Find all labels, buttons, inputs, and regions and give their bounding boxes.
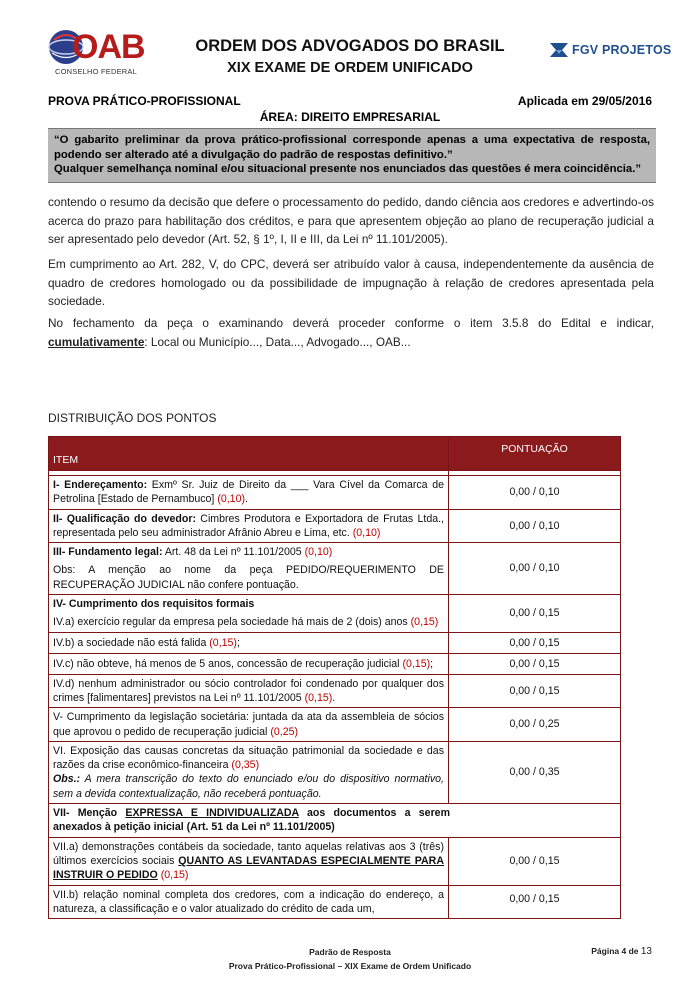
score-cell: 0,00 / 0,10 — [449, 476, 621, 510]
item-cell: V- Cumprimento da legislação societária: juntada da ata da assembleia de sócios que aprovou o pedido de recuperação judicial (0,25) — [49, 708, 449, 742]
fgv-logo-text: FGV PROJETOS — [572, 43, 672, 57]
paragraph-2-text: Em cumprimento ao Art. 282, V, do CPC, deverá ser atribuído valor à causa, independentemente da ausência de quadro de credores homologado ou da possibilidade de impugnação à relação de credores apresentada pela sociedade. — [48, 257, 654, 309]
paragraph-3 — [48, 314, 654, 351]
item-cell: I- Endereçamento: Exmº Sr. Juiz de Direito da ___ Vara Cível da Comarca de Petrolina [Estado de Pernambuco] (0,10). — [49, 476, 449, 510]
item-cell: III- Fundamento legal: Art. 48 da Lei nº 11.101/2005 (0,10) Obs: A menção ao nome da peça PEDIDO/REQUERIMENTO DE RECUPERAÇÃO JUDICIAL não confere pontuação. — [49, 543, 449, 595]
document-header-title — [170, 36, 530, 78]
score-cell: 0,00 / 0,15 — [449, 595, 621, 633]
score-cell: 0,00 / 0,25 — [449, 708, 621, 742]
disclaimer-box — [48, 128, 656, 183]
column-header-item: ITEM — [49, 437, 449, 471]
table-row — [49, 595, 621, 633]
score-table — [48, 436, 621, 919]
paragraph-3-part-a: No fechamento da peça o examinando deverá proceder conforme o item 3.5.8 do Edital e indicar, — [48, 316, 654, 330]
score-cell: 0,00 / 0,35 — [449, 741, 621, 803]
document-title: ORDEM DOS ADVOGADOS DO BRASIL — [195, 37, 505, 55]
paragraph-1 — [48, 193, 654, 249]
item-heading-cell: VII- Menção EXPRESSA E INDIVIDUALIZADA aos documentos a serem anexados à petição inicial (Art. 51 da Lei nº 11.101/2005) — [49, 804, 621, 838]
footer-line-2: Prova Prático-Profissional – XIX Exame de Ordem Unificado — [228, 961, 472, 971]
paragraph-3-emphasis: cumulativamente — [48, 334, 145, 349]
paragraph-1-text: contendo o resumo da decisão que defere o processamento do pedido, dando ciência aos credores e advertindo-os acerca do prazo para habilitação dos créditos, e para que apresentem objeção ao plano de recuperação judicial a ser apresentado pelo devedor (Art. 52, § 1º, I, II e III, da Lei nº 11.101/2005). — [48, 195, 654, 247]
applied-date: Aplicada em 29/05/2016 — [517, 94, 652, 108]
table-row — [49, 476, 621, 510]
score-cell: 0,00 / 0,15 — [449, 674, 621, 708]
table-row — [49, 885, 621, 919]
exam-type: PROVA PRÁTICO-PROFISSIONAL — [48, 94, 241, 108]
footer-line-1: Padrão de Resposta — [309, 947, 391, 957]
disclaimer-line-1: “O gabarito preliminar da prova prático-profissional corresponde apenas a uma expectativa de resposta, podendo ser alterado até a divulgação do padrão de respostas definitivo.” — [54, 134, 650, 161]
item-cell: IV.d) nenhum administrador ou sócio controlador foi condenado por qualquer dos crimes [falimentares] previstos na Lei nº 11.101/2005 (0,15). — [49, 674, 449, 708]
score-cell: 0,00 / 0,15 — [449, 837, 621, 885]
score-cell: 0,00 / 0,15 — [449, 885, 621, 919]
score-cell: 0,00 / 0,10 — [449, 543, 621, 595]
table-row — [49, 543, 621, 595]
document-subtitle: XIX EXAME DE ORDEM UNIFICADO — [227, 60, 473, 76]
table-row — [49, 632, 621, 653]
fgv-logo-icon — [548, 40, 570, 60]
exam-meta — [48, 94, 652, 124]
item-cell: VII.b) relação nominal completa dos credores, com a indicação do endereço, a natureza, a classificação e o valor atualizado do crédito de cada um, — [49, 885, 449, 919]
item-cell: VII.a) demonstrações contábeis da sociedade, tanto aquelas relativas aos 3 (três) últimos exercícios sociais QUANTO AS LEVANTADAS ESPECIALMENTE PARA INSTRUIR O PEDIDO (0,15) — [49, 837, 449, 885]
item-cell: IV- Cumprimento dos requisitos formais IV.a) exercício regular da empresa pela sociedade há mais de 2 (dois) anos (0,15) — [49, 595, 449, 633]
score-cell: 0,00 / 0,15 — [449, 653, 621, 674]
item-cell: IV.b) a sociedade não está falida (0,15); — [49, 632, 449, 653]
paragraph-2 — [48, 255, 654, 311]
oab-logo-subtitle: CONSELHO FEDERAL — [55, 67, 137, 76]
score-cell: 0,00 / 0,15 — [449, 632, 621, 653]
table-row — [49, 653, 621, 674]
table-row — [49, 837, 621, 885]
paragraph-3-text — [48, 314, 654, 351]
table-header-row — [49, 437, 621, 471]
oab-logo-text: OAB — [72, 28, 145, 66]
column-header-score: PONTUAÇÃO — [449, 437, 621, 471]
disclaimer-line-2: Qualquer semelhança nominal e/ou situacional presente nos enunciados das questões é mera coincidência.” — [54, 163, 641, 176]
section-title: DISTRIBUIÇÃO DOS PONTOS — [48, 411, 217, 425]
table-row — [49, 674, 621, 708]
score-cell: 0,00 / 0,10 — [449, 509, 621, 543]
table-row — [49, 509, 621, 543]
page-number: Página 4 de 13 — [591, 946, 652, 957]
fgv-logo — [548, 40, 676, 62]
exam-area: ÁREA: DIREITO EMPRESARIAL — [259, 110, 441, 124]
item-cell: II- Qualificação do devedor: Cimbres Produtora e Exportadora de Frutas Ltda., representada pelo seu administrador Afrânio Abreu e Lima, etc. (0,10) — [49, 509, 449, 543]
item-note: Obs.: A mera transcrição do texto do enunciado e/ou do dispositivo normativo, sem a devida contextualização, não receberá pontuação. — [53, 773, 444, 800]
item-cell: IV.c) não obteve, há menos de 5 anos, concessão de recuperação judicial (0,15); — [49, 653, 449, 674]
item-heading: IV- Cumprimento dos requisitos formais — [53, 598, 255, 611]
paragraph-3-part-c: : Local ou Município..., Data..., Advogado..., OAB... — [144, 334, 411, 349]
table-row — [49, 708, 621, 742]
table-row — [49, 804, 621, 838]
item-note: Obs: A menção ao nome da peça PEDIDO/REQUERIMENTO DE RECUPERAÇÃO JUDICIAL não confere pontuação. — [53, 564, 444, 591]
item-cell: VI. Exposição das causas concretas da situação patrimonial da sociedade e das razões da crise econômico-financeira (0,35) Obs.: A mera transcrição do texto do enunciado e/ou do dispositivo normativo, sem a devida contextualização, não receberá pontuação. — [49, 741, 449, 803]
table-row — [49, 741, 621, 803]
